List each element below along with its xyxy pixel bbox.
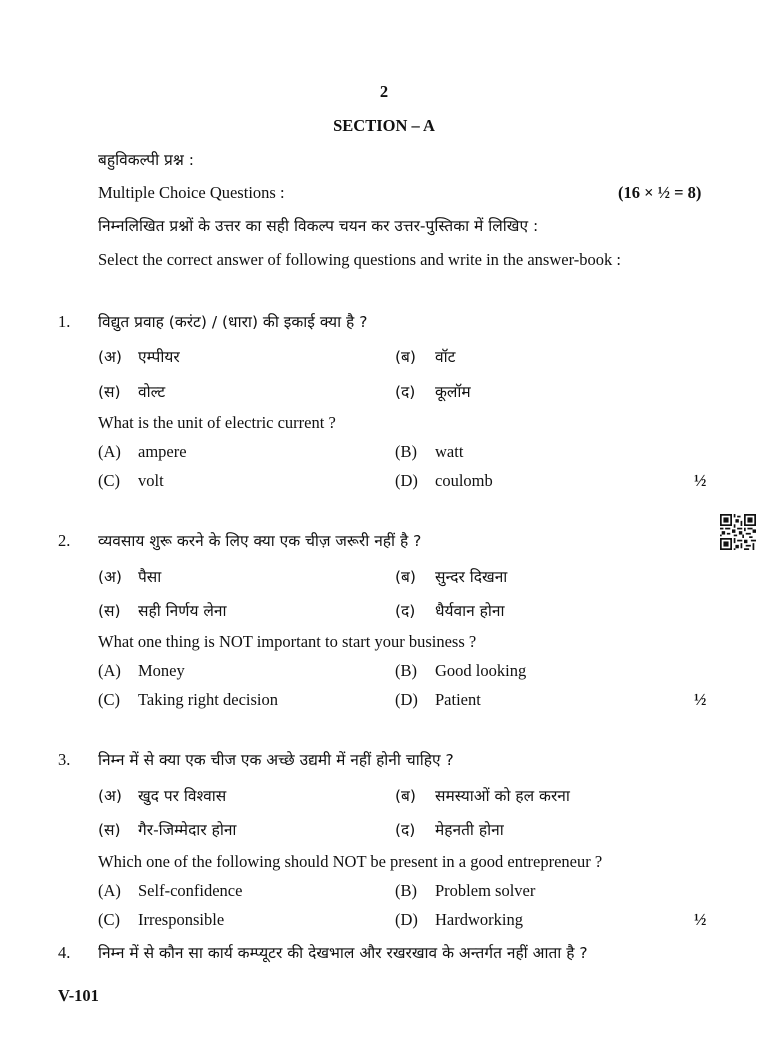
option-hindi-d	[395, 818, 504, 840]
question-number: 2.	[58, 531, 71, 550]
mcq-heading-hindi: बहुविकल्पी प्रश्न :	[98, 151, 194, 169]
question-marks: ½	[694, 690, 707, 709]
option-label: (ब)	[395, 348, 416, 366]
option-hindi-c	[98, 599, 227, 621]
option-text: Hardworking	[435, 910, 523, 929]
question-marks: ½	[694, 910, 707, 929]
option-english-a	[98, 442, 187, 462]
option-label: (स)	[98, 821, 121, 839]
question-text-english: What is the unit of electric current ?	[98, 413, 336, 432]
option-label: (ब)	[395, 568, 416, 586]
option-text: कूलॉम	[435, 383, 471, 401]
option-label: (B)	[395, 442, 417, 461]
option-label: (अ)	[98, 348, 122, 366]
question-number: 1.	[58, 312, 71, 331]
section-marks: (16 × ½ = 8)	[618, 183, 702, 202]
option-text: volt	[138, 471, 164, 490]
option-label: (A)	[98, 881, 121, 900]
option-text: धैर्यवान होना	[435, 602, 505, 620]
option-text: Money	[138, 661, 185, 680]
option-label: (A)	[98, 661, 121, 680]
option-label: (द)	[395, 383, 416, 401]
question-text-hindi: निम्न में से कौन सा कार्य कम्प्यूटर की देखभाल और रखरखाव के अन्तर्गत नहीं आता है ?	[98, 944, 588, 962]
option-label: (अ)	[98, 787, 122, 805]
option-english-d	[395, 910, 523, 930]
qr-code-icon	[720, 514, 756, 550]
option-english-a	[98, 661, 185, 681]
option-hindi-d	[395, 380, 471, 402]
option-label: (स)	[98, 383, 121, 401]
option-english-b	[395, 661, 526, 681]
option-hindi-a	[98, 784, 226, 806]
option-english-b	[395, 442, 463, 462]
option-text: पैसा	[138, 568, 162, 586]
option-text: ampere	[138, 442, 187, 461]
option-text: Irresponsible	[138, 910, 225, 929]
paper-code: V-101	[58, 986, 99, 1005]
option-hindi-b	[395, 565, 507, 587]
question-text-hindi: निम्न में से क्या एक चीज एक अच्छे उद्यमी में नहीं होनी चाहिए ?	[98, 751, 454, 769]
option-english-c	[98, 910, 224, 930]
option-english-d	[395, 471, 493, 491]
option-text: Self-confidence	[138, 881, 243, 900]
option-text: एम्पीयर	[138, 348, 180, 366]
option-text: मेहनती होना	[435, 821, 504, 839]
page-number: 2	[379, 82, 389, 101]
option-label: (अ)	[98, 568, 122, 586]
question-number: 4.	[58, 943, 71, 962]
option-hindi-c	[98, 818, 236, 840]
section-title: SECTION – A	[333, 116, 435, 135]
option-hindi-a	[98, 345, 180, 367]
option-label: (B)	[395, 661, 417, 680]
option-label: (D)	[395, 910, 418, 929]
option-label: (D)	[395, 690, 418, 709]
option-hindi-a	[98, 565, 161, 587]
option-label: (C)	[98, 910, 120, 929]
option-label: (B)	[395, 881, 417, 900]
option-text: coulomb	[435, 471, 493, 490]
question-text-english: What one thing is NOT important to start your business ?	[98, 632, 477, 651]
option-text: Patient	[435, 690, 481, 709]
option-english-b	[395, 881, 535, 901]
option-label: (D)	[395, 471, 418, 490]
option-text: सही निर्णय लेना	[138, 602, 227, 620]
question-text-hindi: विद्युत प्रवाह (करंट) / (धारा) की इकाई क्या है ?	[98, 313, 368, 331]
option-text: समस्याओं को हल करना	[435, 787, 570, 805]
option-text: खुद पर विश्वास	[138, 787, 227, 805]
mcq-heading-english: Multiple Choice Questions :	[98, 183, 285, 202]
option-text: Problem solver	[435, 881, 536, 900]
question-text-english: Which one of the following should NOT be present in a good entrepreneur ?	[98, 852, 603, 871]
question-marks: ½	[694, 471, 707, 490]
option-text: Taking right decision	[138, 690, 278, 709]
option-label: (स)	[98, 602, 121, 620]
instruction-english: Select the correct answer of following questions and write in the answer-book :	[98, 250, 621, 269]
option-hindi-c	[98, 380, 165, 402]
option-hindi-b	[395, 345, 455, 367]
question-text-hindi: व्यवसाय शुरू करने के लिए क्या एक चीज़ जरूरी नहीं है ?	[98, 532, 422, 550]
instruction-hindi: निम्नलिखित प्रश्नों के उत्तर का सही विकल्प चयन कर उत्तर-पुस्तिका में लिखिए :	[98, 217, 539, 235]
option-label: (C)	[98, 471, 120, 490]
option-text: watt	[435, 442, 464, 461]
option-text: वॉट	[435, 348, 456, 366]
option-text: Good looking	[435, 661, 527, 680]
option-label: (A)	[98, 442, 121, 461]
option-english-c	[98, 471, 164, 491]
option-label: (ब)	[395, 787, 416, 805]
option-english-d	[395, 690, 481, 710]
option-label: (द)	[395, 602, 416, 620]
question-number: 3.	[58, 750, 71, 769]
option-text: गैर-जिम्मेदार होना	[138, 821, 237, 839]
option-hindi-b	[395, 784, 570, 806]
option-label: (C)	[98, 690, 120, 709]
option-text: वोल्ट	[138, 383, 166, 401]
option-english-a	[98, 881, 242, 901]
option-text: सुन्दर दिखना	[435, 568, 508, 586]
option-label: (द)	[395, 821, 416, 839]
option-hindi-d	[395, 599, 505, 621]
option-english-c	[98, 690, 278, 710]
